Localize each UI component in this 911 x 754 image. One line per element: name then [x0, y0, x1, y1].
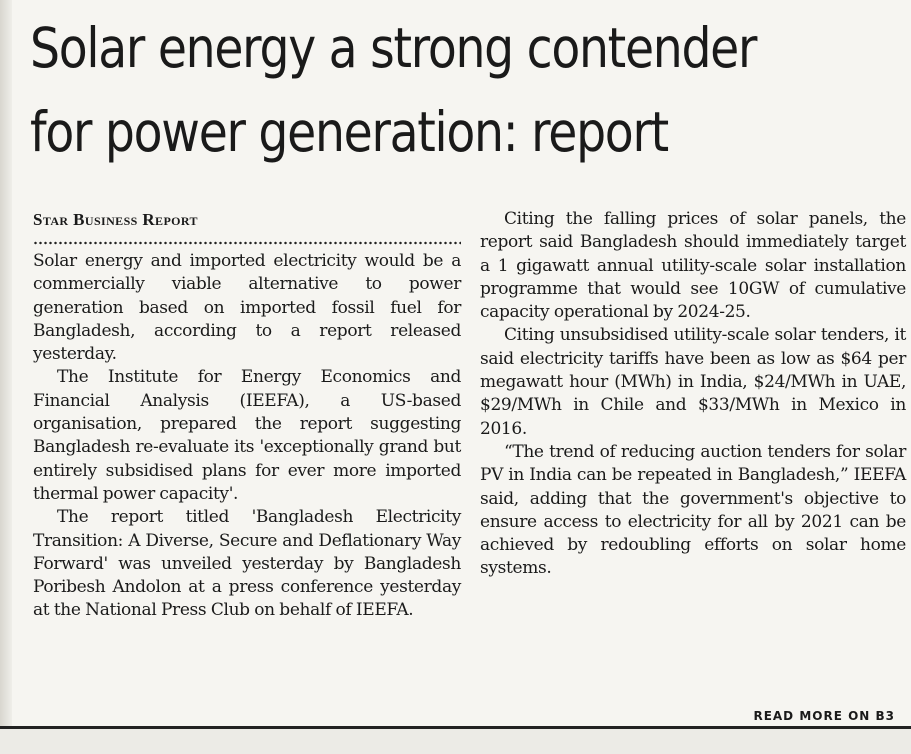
headline-line-1: Solar energy a strong contender [30, 16, 757, 80]
byline: Star Business Report [33, 210, 198, 229]
bottom-strip [0, 729, 911, 754]
article-column-right [480, 208, 906, 581]
article-headline [30, 6, 783, 174]
dotted-divider [33, 240, 461, 246]
paragraph: Solar energy and imported electricity would be a commercially viable alternative to power generation based on imported fossil fuel for Bangladesh, according to a report released yesterday. [33, 251, 461, 365]
page-left-edge [0, 0, 12, 754]
paragraph: “The trend of reducing auction tenders for solar PV in India can be repeated in Bangladesh,” IEEFA said, adding that the government's objective to ensure access to electricity for all by 2021 can be achieved by redoubling efforts on solar home systems. [480, 441, 906, 579]
paragraph: The Institute for Energy Economics and Financial Analysis (IEEFA), a US-based organisation, prepared the report suggesting Bangladesh re-evaluate its 'exceptionally grand but entirely subsidised plans for ever more imported thermal power capacity'. [33, 367, 461, 504]
paragraph: The report titled 'Bangladesh Electricity Transition: A Diverse, Secure and Deflationary Way Forward' was unveiled yesterday by Bangladesh Poribesh Andolon at a press conference yesterday at the National Press Club on behalf of IEEFA. [33, 507, 461, 621]
read-more-link[interactable]: READ MORE ON B3 [753, 709, 895, 723]
headline-line-2: for power generation: report [30, 100, 668, 164]
paragraph: Citing unsubsidised utility-scale solar tenders, it said electricity tariffs have been as low as $64 per megawatt hour (MWh) in India, $24/MWh in UAE, $29/MWh in Chile and $33/MWh in Mexico in 2016. [480, 325, 906, 439]
paragraph: Citing the falling prices of solar panels, the report said Bangladesh should immediately target a 1 gigawatt annual utility-scale solar installation programme that would see 10GW of cumulative capacity operational by 2024-25. [480, 209, 906, 323]
article-column-left [33, 208, 461, 623]
